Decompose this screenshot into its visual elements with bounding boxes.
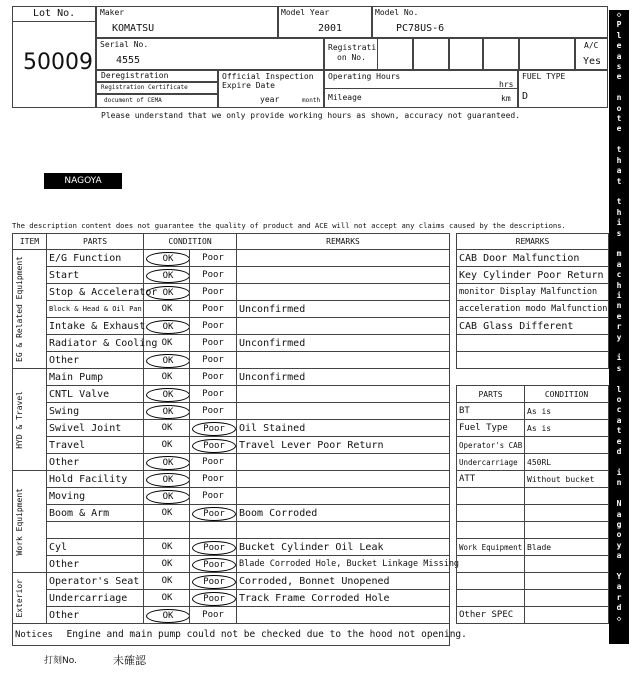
condition-divider <box>189 352 190 368</box>
list-item <box>457 335 609 352</box>
location-sidebar <box>609 10 629 644</box>
right-part-cell <box>457 556 525 573</box>
right-part-cell: BT <box>457 403 525 420</box>
condition-divider <box>189 471 190 487</box>
table-row <box>457 437 609 454</box>
poor-option: Poor <box>192 422 236 436</box>
ok-option: OK <box>146 252 190 266</box>
ok-option: OK <box>146 320 190 334</box>
maker-label: Maker <box>100 8 125 17</box>
poor-option: Poor <box>202 406 224 416</box>
list-item <box>457 318 609 335</box>
location-badge: NAGOYA <box>44 173 122 189</box>
right-part-cell: Fuel Type <box>457 420 525 437</box>
table-row <box>13 318 450 335</box>
right-remark-cell: CAB Door Malfunction <box>457 250 609 267</box>
condition-divider <box>189 250 190 266</box>
ok-option: OK <box>146 473 190 487</box>
ok-option: OK <box>146 354 190 368</box>
right-cond-cell <box>525 505 609 522</box>
table-row <box>457 488 609 505</box>
right-part-cell: ATT <box>457 471 525 488</box>
poor-option: Poor <box>202 474 224 484</box>
group-label: EG & Related Equipment <box>15 256 24 362</box>
poor-option: Poor <box>192 439 236 453</box>
remark-cell <box>237 267 450 284</box>
part-cell: Main Pump <box>47 369 144 386</box>
poor-option: Poor <box>202 610 224 620</box>
group-cell <box>13 369 47 471</box>
stamp-label: 打刻No. <box>44 656 77 666</box>
poor-option: Poor <box>202 457 224 467</box>
ok-option: OK <box>146 490 190 504</box>
table-row <box>13 556 450 573</box>
part-cell <box>47 522 144 539</box>
inspection-label-2: Expire Date <box>222 81 275 90</box>
right-condition-header: CONDITION <box>525 386 609 403</box>
poor-option: Poor <box>202 270 224 280</box>
maker-value: KOMATSU <box>112 23 155 34</box>
reg-cert-label: Registration Certificate <box>101 84 188 91</box>
condition-divider <box>189 267 190 283</box>
remark-cell <box>237 403 450 420</box>
remark-cell: Travel Lever Poor Return <box>237 437 450 454</box>
part-cell: Moving <box>47 488 144 505</box>
part-cell: Travel <box>47 437 144 454</box>
group-cell <box>13 573 47 624</box>
ok-option: OK <box>161 423 173 433</box>
operating-hours-label: Operating Hours <box>328 72 401 81</box>
model-year-value: 2001 <box>318 23 343 34</box>
model-no-label: Model No. <box>375 8 419 17</box>
remark-cell <box>237 454 450 471</box>
poor-option: Poor <box>202 389 224 399</box>
right-part-cell <box>457 573 525 590</box>
right-part-cell <box>457 505 525 522</box>
dereg-label: Deregistration <box>101 71 169 80</box>
part-cell: Radiator & Cooling <box>47 335 144 352</box>
right-part-cell <box>457 488 525 505</box>
right-part-cell: Undercarriage <box>457 454 525 471</box>
table-row <box>13 607 450 624</box>
condition-divider <box>189 505 190 521</box>
notices-label: Notices <box>13 624 47 646</box>
disclaimer: The description content does not guarantee the quality of product and ACE will not accept any claims caused by the descriptions. <box>12 221 566 230</box>
right-cond-cell <box>525 488 609 505</box>
condition-cell <box>144 573 237 590</box>
poor-option: Poor <box>202 338 224 348</box>
ok-option: OK <box>146 269 190 283</box>
table-row <box>13 335 450 352</box>
part-cell: Other <box>47 556 144 573</box>
condition-cell <box>144 556 237 573</box>
km-label: km <box>501 94 511 103</box>
list-item <box>457 267 609 284</box>
right-part-cell: Operator's CAB <box>457 437 525 454</box>
parts-header: PARTS <box>47 234 144 250</box>
right-remark-cell: Key Cylinder Poor Return <box>457 267 609 284</box>
remark-cell <box>237 318 450 335</box>
model-no-value: PC78US-6 <box>396 23 445 34</box>
table-row <box>13 386 450 403</box>
month-label: month <box>302 97 321 104</box>
right-part-cell: Work Equipment <box>457 539 525 556</box>
condition-divider <box>189 403 190 419</box>
ok-option: OK <box>146 405 190 419</box>
condition-cell <box>144 420 237 437</box>
right-remark-cell: CAB Glass Different <box>457 318 609 335</box>
ok-option: OK <box>146 388 190 402</box>
list-item <box>457 301 609 318</box>
right-cond-cell: 450RL <box>525 454 609 471</box>
remark-cell <box>237 250 450 267</box>
condition-divider <box>189 488 190 504</box>
table-row <box>13 505 450 522</box>
table-row <box>13 522 450 539</box>
right-parts-table <box>456 385 609 624</box>
condition-cell <box>144 352 237 369</box>
cema-label: document of CEMA <box>104 97 162 104</box>
table-row <box>13 267 450 284</box>
remark-cell: Track Frame Corroded Hole <box>237 590 450 607</box>
right-remark-cell: acceleration modo Malfunction <box>457 301 609 318</box>
ok-option: OK <box>161 440 173 450</box>
table-row <box>457 505 609 522</box>
right-part-cell <box>457 590 525 607</box>
right-cond-cell <box>525 590 609 607</box>
condition-cell <box>144 250 237 267</box>
serial-label: Serial No. <box>100 40 149 49</box>
group-label: Exterior <box>15 578 24 618</box>
table-row <box>13 301 450 318</box>
notices-row <box>13 624 450 646</box>
table-row <box>457 471 609 488</box>
remark-cell <box>237 488 450 505</box>
right-cond-cell: As is <box>525 420 609 437</box>
stamp-value: 未確認 <box>113 654 146 667</box>
condition-header: CONDITION <box>144 234 237 250</box>
part-cell: Operator's Seat <box>47 573 144 590</box>
condition-divider <box>189 369 190 385</box>
poor-option: Poor <box>202 253 224 263</box>
table-row <box>457 403 609 420</box>
table-row <box>13 454 450 471</box>
remark-cell: Unconfirmed <box>237 369 450 386</box>
registration-label-1: Registrati <box>328 43 377 52</box>
remark-cell: Bucket Cylinder Oil Leak <box>237 539 450 556</box>
condition-cell <box>144 369 237 386</box>
ok-option: OK <box>146 286 190 300</box>
serial-value: 4555 <box>116 55 141 66</box>
ok-option: OK <box>161 542 173 552</box>
condition-divider <box>189 454 190 470</box>
condition-divider <box>189 522 190 538</box>
model-year-label: Model Year <box>281 8 330 17</box>
year-label: year <box>260 95 280 104</box>
ok-option: OK <box>161 508 173 518</box>
part-cell: Undercarriage <box>47 590 144 607</box>
remark-cell: Corroded, Bonnet Unopened <box>237 573 450 590</box>
remark-cell <box>237 607 450 624</box>
lot-number: 50009 <box>23 50 93 75</box>
remark-cell: Oil Stained <box>237 420 450 437</box>
right-cond-cell <box>525 556 609 573</box>
ok-option: OK <box>161 304 173 314</box>
remark-cell <box>237 386 450 403</box>
table-row <box>13 590 450 607</box>
poor-option: Poor <box>202 491 224 501</box>
part-cell: Block & Head & Oil Pan <box>47 301 144 318</box>
poor-option: Poor <box>192 575 236 589</box>
right-cond-cell <box>525 607 609 624</box>
list-item <box>457 352 609 369</box>
condition-cell <box>144 522 237 539</box>
table-row <box>13 471 450 488</box>
condition-divider <box>189 301 190 317</box>
right-remark-cell: monitor Display Malfunction <box>457 284 609 301</box>
part-cell: Cyl <box>47 539 144 556</box>
condition-cell <box>144 403 237 420</box>
part-cell: Intake & Exhaust <box>47 318 144 335</box>
part-cell: Other <box>47 454 144 471</box>
condition-divider <box>189 607 190 623</box>
table-row <box>13 437 450 454</box>
table-row <box>457 607 609 624</box>
part-cell: Swivel Joint <box>47 420 144 437</box>
remark-cell <box>237 284 450 301</box>
table-row <box>457 573 609 590</box>
right-cond-cell <box>525 437 609 454</box>
remark-cell: Unconfirmed <box>237 301 450 318</box>
poor-option: Poor <box>192 592 236 606</box>
condition-cell <box>144 454 237 471</box>
right-cond-cell: As is <box>525 403 609 420</box>
group-cell <box>13 471 47 573</box>
condition-divider <box>189 420 190 436</box>
table-row <box>13 369 450 386</box>
table-row <box>457 590 609 607</box>
condition-cell <box>144 607 237 624</box>
condition-divider <box>189 284 190 300</box>
group-cell <box>13 250 47 369</box>
fuel-type-label: FUEL TYPE <box>522 72 566 81</box>
item-header: ITEM <box>13 234 47 250</box>
condition-divider <box>189 556 190 572</box>
table-row <box>13 488 450 505</box>
right-cond-cell: Blade <box>525 539 609 556</box>
condition-divider <box>189 335 190 351</box>
right-cond-cell <box>525 522 609 539</box>
part-cell: Other <box>47 607 144 624</box>
right-parts-header: PARTS <box>457 386 525 403</box>
group-label: Work Equipment <box>15 487 24 556</box>
ok-option: OK <box>146 609 190 623</box>
remark-cell: Blade Corroded Hole, Bucket Linkage Missing <box>237 556 450 573</box>
table-row <box>13 250 450 267</box>
right-remarks-header: REMARKS <box>457 234 609 250</box>
part-cell: Other <box>47 352 144 369</box>
ok-option: OK <box>161 576 173 586</box>
poor-option: Poor <box>202 304 224 314</box>
table-row <box>13 573 450 590</box>
poor-option: Poor <box>202 372 224 382</box>
table-row <box>457 522 609 539</box>
condition-cell <box>144 488 237 505</box>
mileage-label: Mileage <box>328 93 362 102</box>
table-row <box>13 352 450 369</box>
part-cell: Stop & Accelerator <box>47 284 144 301</box>
remark-cell: Boom Corroded <box>237 505 450 522</box>
registration-label-2: on No. <box>337 53 366 62</box>
remark-cell <box>237 522 450 539</box>
condition-cell <box>144 301 237 318</box>
right-remark-cell <box>457 352 609 369</box>
remark-cell <box>237 471 450 488</box>
table-row <box>457 420 609 437</box>
part-cell: CNTL Valve <box>47 386 144 403</box>
part-cell: E/G Function <box>47 250 144 267</box>
list-item <box>457 284 609 301</box>
table-row <box>13 403 450 420</box>
condition-cell <box>144 539 237 556</box>
list-item <box>457 250 609 267</box>
right-part-cell <box>457 522 525 539</box>
table-row <box>13 284 450 301</box>
ok-option: OK <box>161 372 173 382</box>
condition-divider <box>189 386 190 402</box>
ac-value: Yes <box>583 56 602 67</box>
ok-option: OK <box>161 559 173 569</box>
condition-cell <box>144 267 237 284</box>
right-cond-cell <box>525 573 609 590</box>
right-part-cell: Other SPEC <box>457 607 525 624</box>
right-remarks-table <box>456 233 609 369</box>
condition-cell <box>144 284 237 301</box>
part-cell: Start <box>47 267 144 284</box>
remark-cell <box>237 352 450 369</box>
poor-option: Poor <box>202 355 224 365</box>
lot-label: Lot No. <box>33 8 76 19</box>
remark-cell: Unconfirmed <box>237 335 450 352</box>
sidebar-text: ◇ P l e a s e n o t e t h a t t h i s m a c h i n e r y i s l o c a t e d i n N a g o y a Y a r d ◇ <box>616 10 622 623</box>
condition-divider <box>189 539 190 555</box>
poor-option: Poor <box>192 507 236 521</box>
part-cell: Swing <box>47 403 144 420</box>
remarks-header: REMARKS <box>237 234 450 250</box>
inspection-label-1: Official Inspection <box>222 72 314 81</box>
table-row <box>457 539 609 556</box>
poor-option: Poor <box>192 558 236 572</box>
table-row <box>457 556 609 573</box>
hours-notice: Please understand that we only provide working hours as shown, accuracy not guaranteed. <box>101 111 521 120</box>
condition-divider <box>189 437 190 453</box>
ok-option: OK <box>161 593 173 603</box>
part-cell: Boom & Arm <box>47 505 144 522</box>
poor-option: Poor <box>202 287 224 297</box>
ac-label: A/C <box>584 41 599 50</box>
table-row <box>457 454 609 471</box>
poor-option: Poor <box>192 541 236 555</box>
right-cond-cell: Without bucket <box>525 471 609 488</box>
poor-option: Poor <box>202 321 224 331</box>
table-row <box>13 420 450 437</box>
fuel-type-value: D <box>522 91 529 102</box>
group-label: HYD & Travel <box>15 390 24 449</box>
condition-cell <box>144 437 237 454</box>
inspection-header-row <box>13 234 450 250</box>
right-remarks-header-row <box>457 234 609 250</box>
condition-cell <box>144 471 237 488</box>
condition-divider <box>189 590 190 606</box>
condition-cell <box>144 386 237 403</box>
notices-value: Engine and main pump could not be checked due to the hood not opening. <box>47 624 450 646</box>
table-row <box>13 539 450 556</box>
part-cell: Hold Facility <box>47 471 144 488</box>
condition-cell <box>144 505 237 522</box>
condition-divider <box>189 318 190 334</box>
right-parts-header-row <box>457 386 609 403</box>
condition-cell <box>144 318 237 335</box>
right-remark-cell <box>457 335 609 352</box>
condition-cell <box>144 335 237 352</box>
hrs-label: hrs <box>499 80 514 89</box>
ok-option: OK <box>146 456 190 470</box>
ok-option: OK <box>161 338 173 348</box>
condition-cell <box>144 590 237 607</box>
condition-divider <box>189 573 190 589</box>
